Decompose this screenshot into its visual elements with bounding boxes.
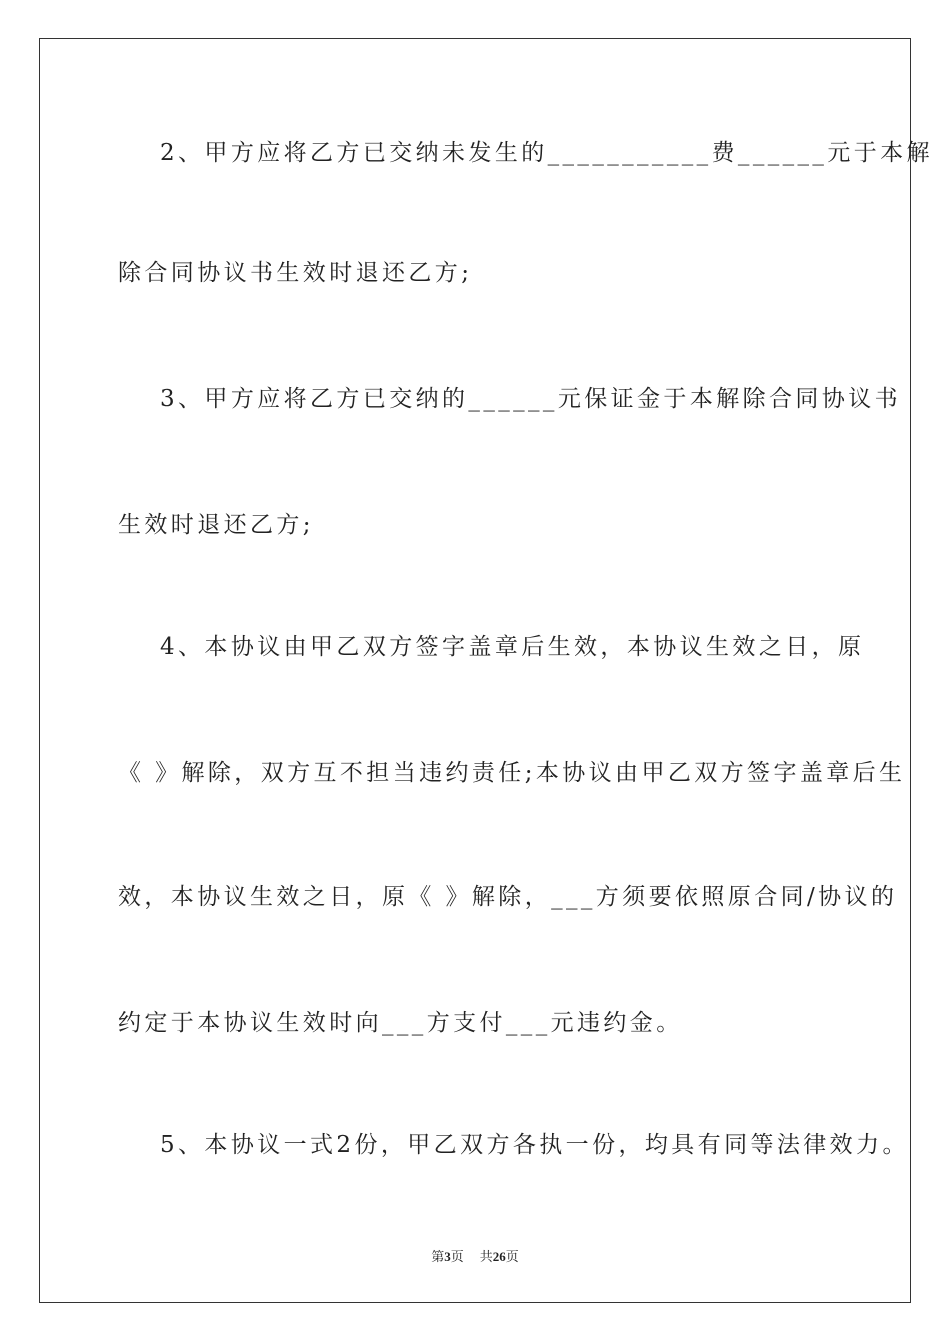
- footer-page-suffix: 页: [450, 1249, 464, 1264]
- paragraph-3-line-2: 生效时退还乙方;: [118, 512, 314, 538]
- paragraph-4-line-4: 约定于本协议生效时向___方支付___元违约金。: [118, 1010, 683, 1036]
- paragraph-4-line-1: 4、本协议由甲乙双方签字盖章后生效，本协议生效之日，原: [160, 634, 865, 660]
- paragraph-2-line-1: 2、甲方应将乙方已交纳未发生的___________费______元于本解: [160, 140, 933, 166]
- page-footer: [0, 1246, 950, 1265]
- paragraph-2-line-2: 除合同协议书生效时退还乙方;: [118, 260, 473, 286]
- footer-total-prefix: 共: [479, 1249, 493, 1264]
- footer-total-suffix: 页: [505, 1249, 519, 1264]
- footer-page-number: 3: [444, 1249, 451, 1264]
- footer-total-pages: 26: [492, 1249, 506, 1264]
- paragraph-3-line-1: 3、甲方应将乙方已交纳的______元保证金于本解除合同协议书: [160, 386, 902, 412]
- paragraph-4-line-3: 效，本协议生效之日，原《 》解除，___方须要依照原合同/协议的: [118, 884, 898, 910]
- paragraph-4-line-2: 《 》解除，双方互不担当违约责任;本协议由甲乙双方签字盖章后生: [118, 760, 906, 786]
- paragraph-5-line-1: 5、本协议一式2份，甲乙双方各执一份，均具有同等法律效力。: [160, 1132, 909, 1158]
- footer-page-prefix: 第: [431, 1249, 445, 1264]
- page-border: [39, 38, 933, 1303]
